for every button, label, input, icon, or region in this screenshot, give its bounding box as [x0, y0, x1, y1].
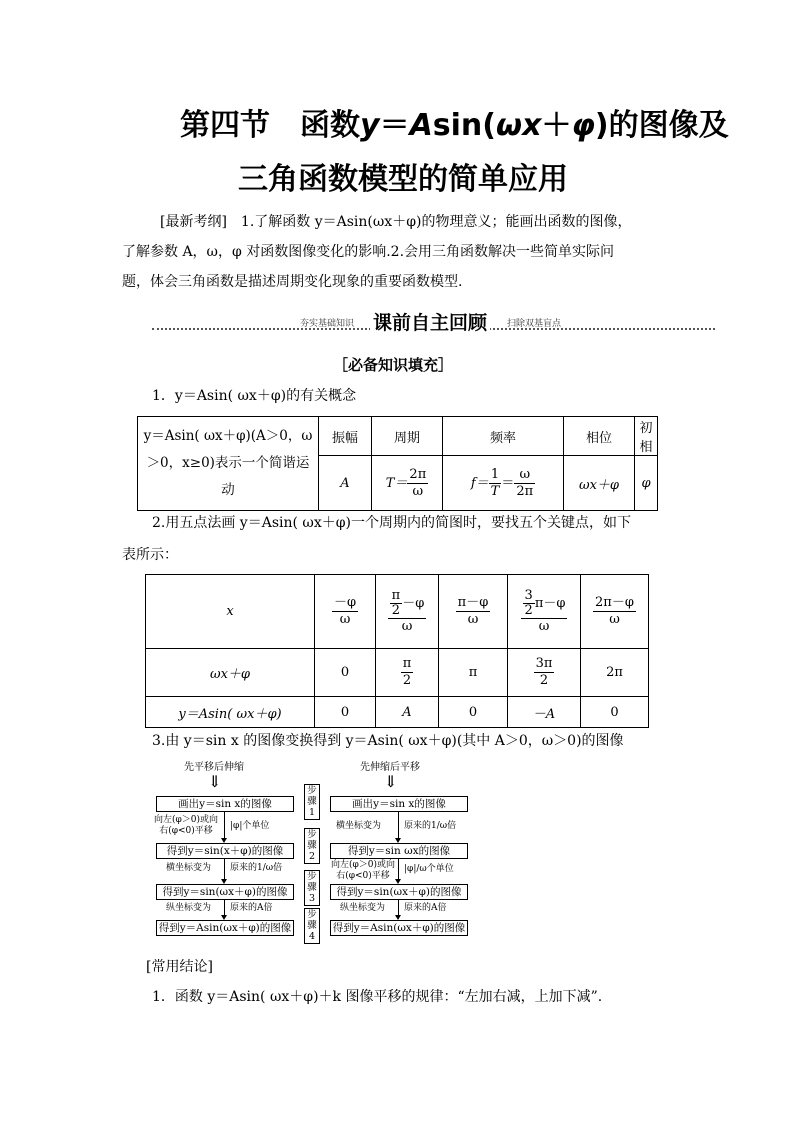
y-val-2: A: [376, 697, 439, 728]
left-box-4: 得到y＝Asin(ωx＋φ)的图像: [156, 920, 294, 936]
right-note-shift-amount: |φ|/ω个单位: [404, 864, 454, 874]
right-note-horizontal-factor: 原来的1/ω倍: [404, 821, 457, 831]
row-label-phase: ωx＋φ: [146, 649, 315, 697]
right-arrow-1-icon: [395, 838, 401, 843]
right-arrow-3-icon: [395, 915, 401, 920]
conclusion-line-1: 1．函数 y＝Asin( ωx＋φ)＋k 图像平移的规律：“左加右减，上加下减”.: [152, 989, 603, 1005]
value-amplitude: A: [319, 456, 372, 511]
y-val-4: －A: [508, 697, 581, 728]
x-val-2: $\frac{\pi}{2}$ －φ ω: [376, 575, 439, 649]
page-subtitle: 三角函数模型的简单应用: [238, 162, 568, 197]
right-box-2: 得到y＝sin ωx的图像: [330, 843, 468, 859]
y-val-3: 0: [439, 697, 508, 728]
right-box-1: 画出y＝sin x的图像: [330, 796, 468, 812]
phase-val-3: π: [439, 649, 508, 697]
intro-line-3: 题，体会三角函数是描述周期变化现象的重要函数模型.: [122, 274, 463, 290]
item3-heading: 3.由 y＝sin x 的图像变换得到 y＝Asin( ωx＋φ)(其中 A＞0，ω＞0)的图像: [152, 733, 624, 749]
left-note-horizontal-factor: 原来的1/ω倍: [230, 863, 283, 873]
x-val-5: $\frac{2\pi-\varphi}{\omega}$: [581, 575, 649, 649]
left-arrow-1-icon: [221, 838, 227, 843]
banner-left-text: 夯实基础知识: [300, 319, 355, 329]
left-note-shift-amount: |φ|个单位: [230, 821, 270, 831]
five-point-table: [145, 574, 649, 728]
right-flow-title: 先伸缩后平移: [360, 762, 420, 773]
phase-val-4: $\frac{3\pi}{2}$: [508, 649, 581, 697]
x-val-4: $\frac{3}{2}$ π－φ ω: [508, 575, 581, 649]
right-box-4: 得到y＝Asin(ωx＋φ)的图像: [330, 920, 468, 936]
right-note-vertical-factor: 原来的A倍: [404, 903, 447, 913]
header-phase: 相位: [564, 417, 635, 456]
intro-line-1: [最新考纲] 1.了解函数 y＝Asin(ωx＋φ)的物理意义；能画出函数的图像，: [160, 214, 632, 230]
section-banner: [152, 308, 715, 334]
item2-line-1: 2.用五点法画 y＝Asin( ωx＋φ)一个周期内的简图时，要找五个关键点，如下: [152, 515, 631, 531]
x-val-1: $\frac{-\varphi}{\omega}$: [315, 575, 376, 649]
conclusion-heading: [常用结论]: [146, 959, 213, 975]
right-note-shift: 向左(φ＞0)或向右(φ<0)平移: [330, 860, 396, 881]
concept-table: [137, 416, 658, 511]
phase-val-1: 0: [315, 649, 376, 697]
left-flow-title: 先平移后伸缩: [184, 762, 244, 773]
header-frequency: 频率: [443, 417, 564, 456]
left-connector-1: [224, 811, 225, 841]
row-label-x: x: [146, 575, 315, 649]
step-3: 步骤3: [304, 870, 320, 906]
phase-val-5: 2π: [581, 649, 649, 697]
left-flow-arrow-icon: ⇓: [208, 772, 222, 791]
right-flow-arrow-icon: ⇓: [384, 772, 398, 791]
value-initial-phase: φ: [635, 456, 658, 511]
banner-right-text: 扫除双基盲点: [507, 319, 562, 329]
item1-heading: 1．y＝Asin( ωx＋φ)的有关概念: [152, 388, 357, 404]
left-box-2: 得到y＝sin(x＋φ)的图像: [156, 843, 294, 859]
transform-flowchart: [150, 758, 480, 943]
intro-line-2: 了解参数 A，ω，φ 对函数图像变化的影响.2.会用三角函数解决一些简单实际问: [122, 244, 615, 260]
left-box-1: 画出y＝sin x的图像: [156, 796, 294, 812]
header-period: 周期: [372, 417, 443, 456]
section-heading: ［必备知识填充］: [333, 356, 454, 374]
value-period: T＝ $\frac{2\pi}{\omega}$: [372, 456, 443, 511]
row-label-y: y＝Asin( ωx＋φ): [146, 697, 315, 728]
phase-val-2: $\frac{\pi}{2}$: [376, 649, 439, 697]
step-1: 步骤1: [304, 784, 320, 820]
left-note-vertical: 纵坐标变为: [166, 903, 212, 913]
concept-desc: y＝Asin( ωx＋φ)(A＞0，ω＞0，x≥0)表示一个简谐运动: [138, 417, 319, 511]
right-note-horizontal: 横坐标变为: [336, 821, 382, 831]
left-note-horizontal: 横坐标变为: [166, 863, 212, 873]
header-initial-phase: 初相: [635, 417, 658, 456]
page-title: 第四节 函数y＝Asin(ωx＋φ)的图像及: [180, 108, 729, 143]
step-2: 步骤2: [304, 828, 320, 864]
right-connector-1: [398, 811, 399, 841]
y-val-5: 0: [581, 697, 649, 728]
left-arrow-2-icon: [221, 879, 227, 884]
value-frequency: f＝ $\frac{1}{T}$ ＝ $\frac{\omega}{2\pi}$: [443, 456, 564, 511]
step-4: 步骤4: [304, 908, 320, 944]
left-box-3: 得到y＝sin(ωx＋φ)的图像: [156, 884, 294, 900]
header-amplitude: 振幅: [319, 417, 372, 456]
left-note-shift: 向左(φ＞0)或向右(φ<0)平移: [153, 815, 219, 836]
x-val-3: $\frac{\pi-\varphi}{\omega}$: [439, 575, 508, 649]
right-box-3: 得到y＝sin(ωx＋φ)的图像: [330, 884, 468, 900]
y-val-1: 0: [315, 697, 376, 728]
value-phase: ωx＋φ: [564, 456, 635, 511]
banner-title: 课前自主回顾: [370, 308, 490, 335]
left-note-vertical-factor: 原来的A倍: [230, 903, 273, 913]
right-note-vertical: 纵坐标变为: [340, 903, 386, 913]
left-arrow-3-icon: [221, 915, 227, 920]
item2-line-2: 表所示：: [122, 547, 178, 563]
